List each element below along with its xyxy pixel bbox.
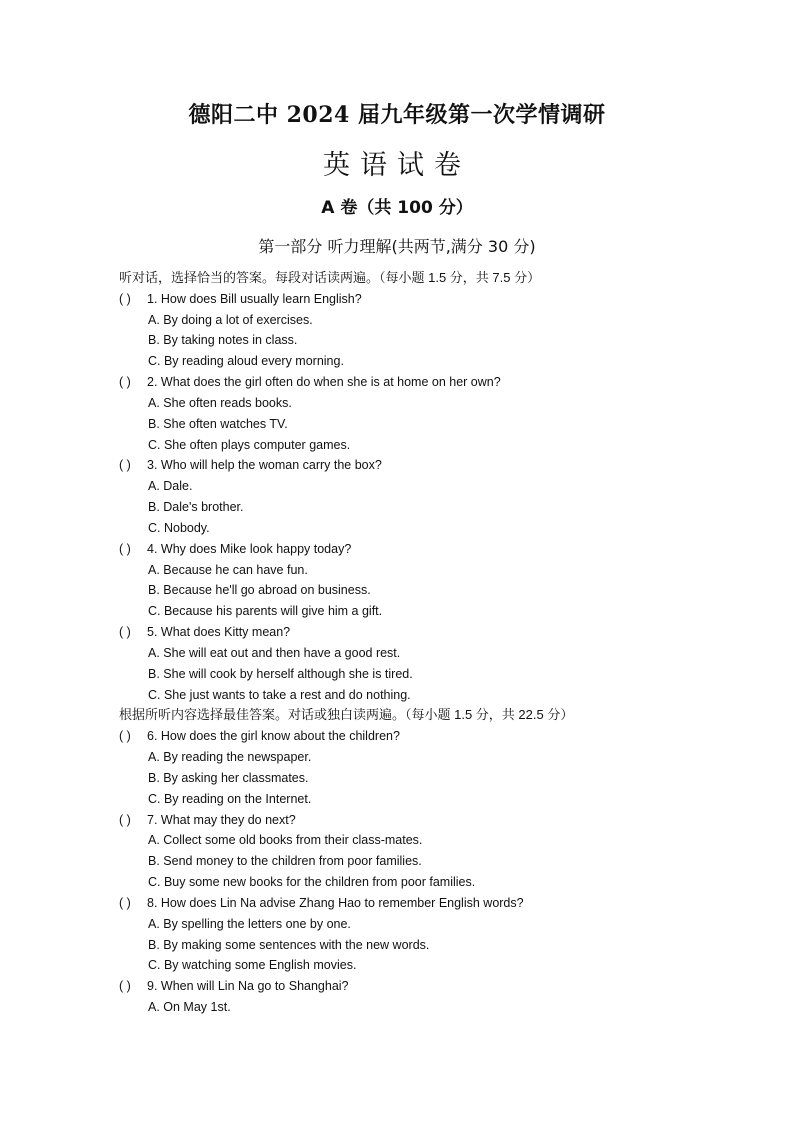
question-stem bbox=[119, 372, 759, 393]
answer-option: B. By asking her classmates. bbox=[148, 770, 309, 785]
answer-option: C. She just wants to take a rest and do nothing. bbox=[148, 687, 411, 702]
question-text: 4. Why does Mike look happy today? bbox=[147, 541, 352, 556]
exam-title: 德阳二中 2024 届九年级第一次学情调研 bbox=[188, 102, 606, 128]
answer-option: B. Because he'll go abroad on business. bbox=[148, 583, 371, 598]
answer-option: A. She will eat out and then have a good rest. bbox=[148, 645, 401, 660]
question-stem bbox=[119, 810, 759, 831]
section-instruction: 听对话，选择恰当的答案。每段对话读两遍。（每小题 1.5 分，共 7.5 分） bbox=[119, 270, 541, 285]
paper-label: A 卷（共 100 分） bbox=[321, 198, 473, 218]
answer-blank[interactable]: ( ) bbox=[119, 375, 131, 390]
answer-option: C. Because his parents will give him a gift. bbox=[148, 604, 383, 619]
answer-option: A. She often reads books. bbox=[148, 395, 292, 410]
question-text: 8. How does Lin Na advise Zhang Hao to remember English words? bbox=[147, 895, 524, 910]
answer-blank[interactable]: ( ) bbox=[119, 541, 131, 556]
answer-option: A. By spelling the letters one by one. bbox=[148, 916, 351, 931]
question-stem bbox=[119, 455, 759, 476]
question-text: 7. What may they do next? bbox=[147, 812, 296, 827]
subject-title: 英语试卷 bbox=[323, 150, 471, 181]
question-text: 2. What does the girl often do when she is at home on her own? bbox=[147, 375, 501, 390]
question-text: 3. Who will help the woman carry the box? bbox=[147, 458, 382, 473]
part-heading: 第一部分 听力理解(共两节,满分 30 分) bbox=[258, 237, 536, 256]
question-stem bbox=[119, 539, 759, 560]
answer-option: A. Dale. bbox=[148, 479, 193, 494]
question-text: 9. When will Lin Na go to Shanghai? bbox=[147, 979, 349, 994]
answer-blank[interactable]: ( ) bbox=[119, 812, 131, 827]
answer-option: B. She will cook by herself although she is tired. bbox=[148, 666, 413, 681]
answer-option: C. By reading aloud every morning. bbox=[148, 354, 344, 369]
answer-option: A. By reading the newspaper. bbox=[148, 750, 312, 765]
question-text: 5. What does Kitty mean? bbox=[147, 625, 291, 640]
question-text: 6. How does the girl know about the children? bbox=[147, 729, 400, 744]
question-stem bbox=[119, 893, 759, 914]
answer-option: A. Collect some old books from their class-mates. bbox=[148, 833, 423, 848]
answer-option: C. Nobody. bbox=[148, 520, 210, 535]
answer-option: B. By taking notes in class. bbox=[148, 333, 298, 348]
answer-option: A. On May 1st. bbox=[148, 999, 231, 1014]
question-stem bbox=[119, 622, 759, 643]
answer-blank[interactable]: ( ) bbox=[119, 625, 131, 640]
answer-option: B. Dale's brother. bbox=[148, 500, 244, 515]
answer-blank[interactable]: ( ) bbox=[119, 895, 131, 910]
answer-option: C. Buy some new books for the children from poor families. bbox=[148, 875, 476, 890]
answer-blank[interactable]: ( ) bbox=[119, 729, 131, 744]
answer-blank[interactable]: ( ) bbox=[119, 291, 131, 306]
question-list bbox=[119, 268, 759, 1018]
answer-option: A. Because he can have fun. bbox=[148, 562, 308, 577]
answer-option: C. By watching some English movies. bbox=[148, 958, 357, 973]
answer-option: C. By reading on the Internet. bbox=[148, 791, 312, 806]
answer-blank[interactable]: ( ) bbox=[119, 458, 131, 473]
answer-option: C. She often plays computer games. bbox=[148, 437, 351, 452]
question-stem bbox=[119, 726, 759, 747]
question-stem bbox=[119, 289, 759, 310]
answer-option: B. By making some sentences with the new words. bbox=[148, 937, 430, 952]
answer-option: B. Send money to the children from poor families. bbox=[148, 854, 422, 869]
section-instruction: 根据所听内容选择最佳答案。对话或独白读两遍。（每小题 1.5 分，共 22.5 分） bbox=[119, 707, 574, 723]
answer-option: B. She often watches TV. bbox=[148, 416, 288, 431]
answer-option: A. By doing a lot of exercises. bbox=[148, 312, 313, 327]
answer-blank[interactable]: ( ) bbox=[119, 979, 131, 994]
question-text: 1. How does Bill usually learn English? bbox=[147, 291, 362, 306]
question-stem bbox=[119, 976, 759, 997]
